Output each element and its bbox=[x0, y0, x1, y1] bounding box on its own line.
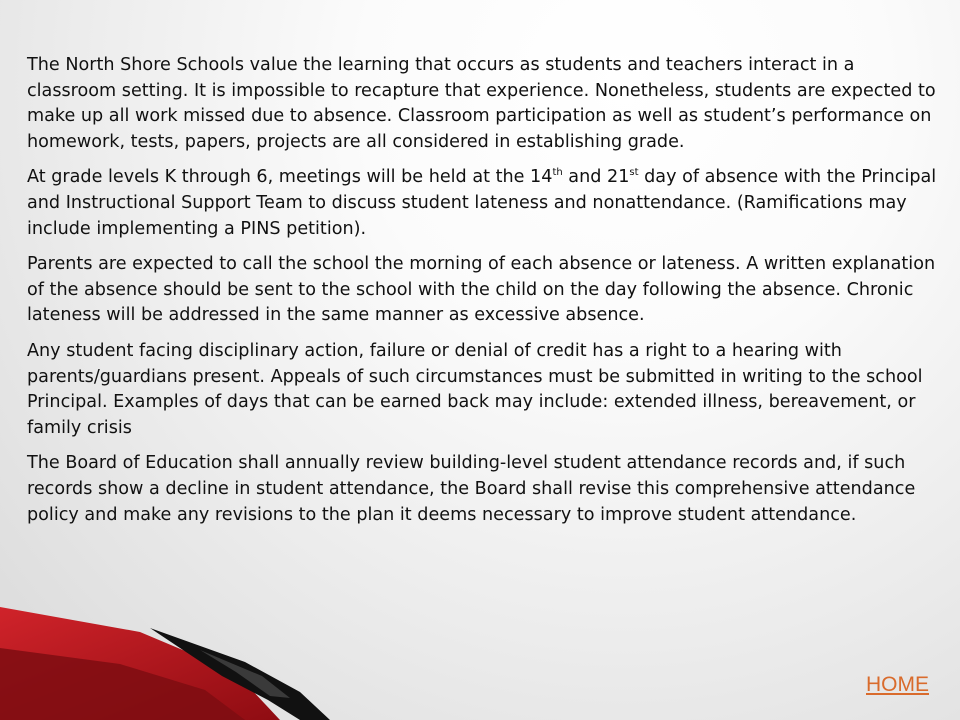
paragraph-5: The Board of Education shall annually review building-level student attendance records and, if such records show a decline in student attendance, the Board shall revise this comprehensive attendance policy and make any revisions to the plan it deems necessary to improve student attendance. bbox=[27, 453, 916, 525]
home-link[interactable]: HOME bbox=[866, 673, 929, 696]
paragraph-2 bbox=[27, 165, 942, 242]
paragraph-3: Parents are expected to call the school the morning of each absence or lateness. A written explanation of the absence should be sent to the school with the child on the day following the absence. Chronic lateness will be addressed in the same manner as excessive absence. bbox=[27, 254, 936, 326]
paragraph-2-part-2: and 21 bbox=[562, 167, 630, 188]
paragraph-4: Any student facing disciplinary action, failure or denial of credit has a right to a hearing with parents/guardians present. Appeals of such circumstances must be submitted in writing to the school Principal. Examples of days that can be earned back may include: extended illness, bereavement, or family crisis bbox=[27, 340, 923, 438]
superscript-st: st bbox=[629, 167, 639, 179]
paragraph-2-part-1: At grade levels K through 6, meetings will be held at the 14 bbox=[27, 167, 553, 188]
policy-text bbox=[27, 53, 942, 538]
superscript-th: th bbox=[552, 167, 563, 179]
paragraph-2-part-3: day of absence with the Principal and Instructional Support Team to discuss student lateness and nonattendance. (Ramifications may include implementing a PINS petition). bbox=[27, 167, 937, 239]
paragraph-1: The North Shore Schools value the learning that occurs as students and teachers interact in a classroom setting. It is impossible to recapture that experience. Nonetheless, students are expected to make up all work missed due to absence. Classroom participation as well as student’s performance on homework, tests, papers, projects are all considered in establishing grade. bbox=[27, 55, 936, 152]
